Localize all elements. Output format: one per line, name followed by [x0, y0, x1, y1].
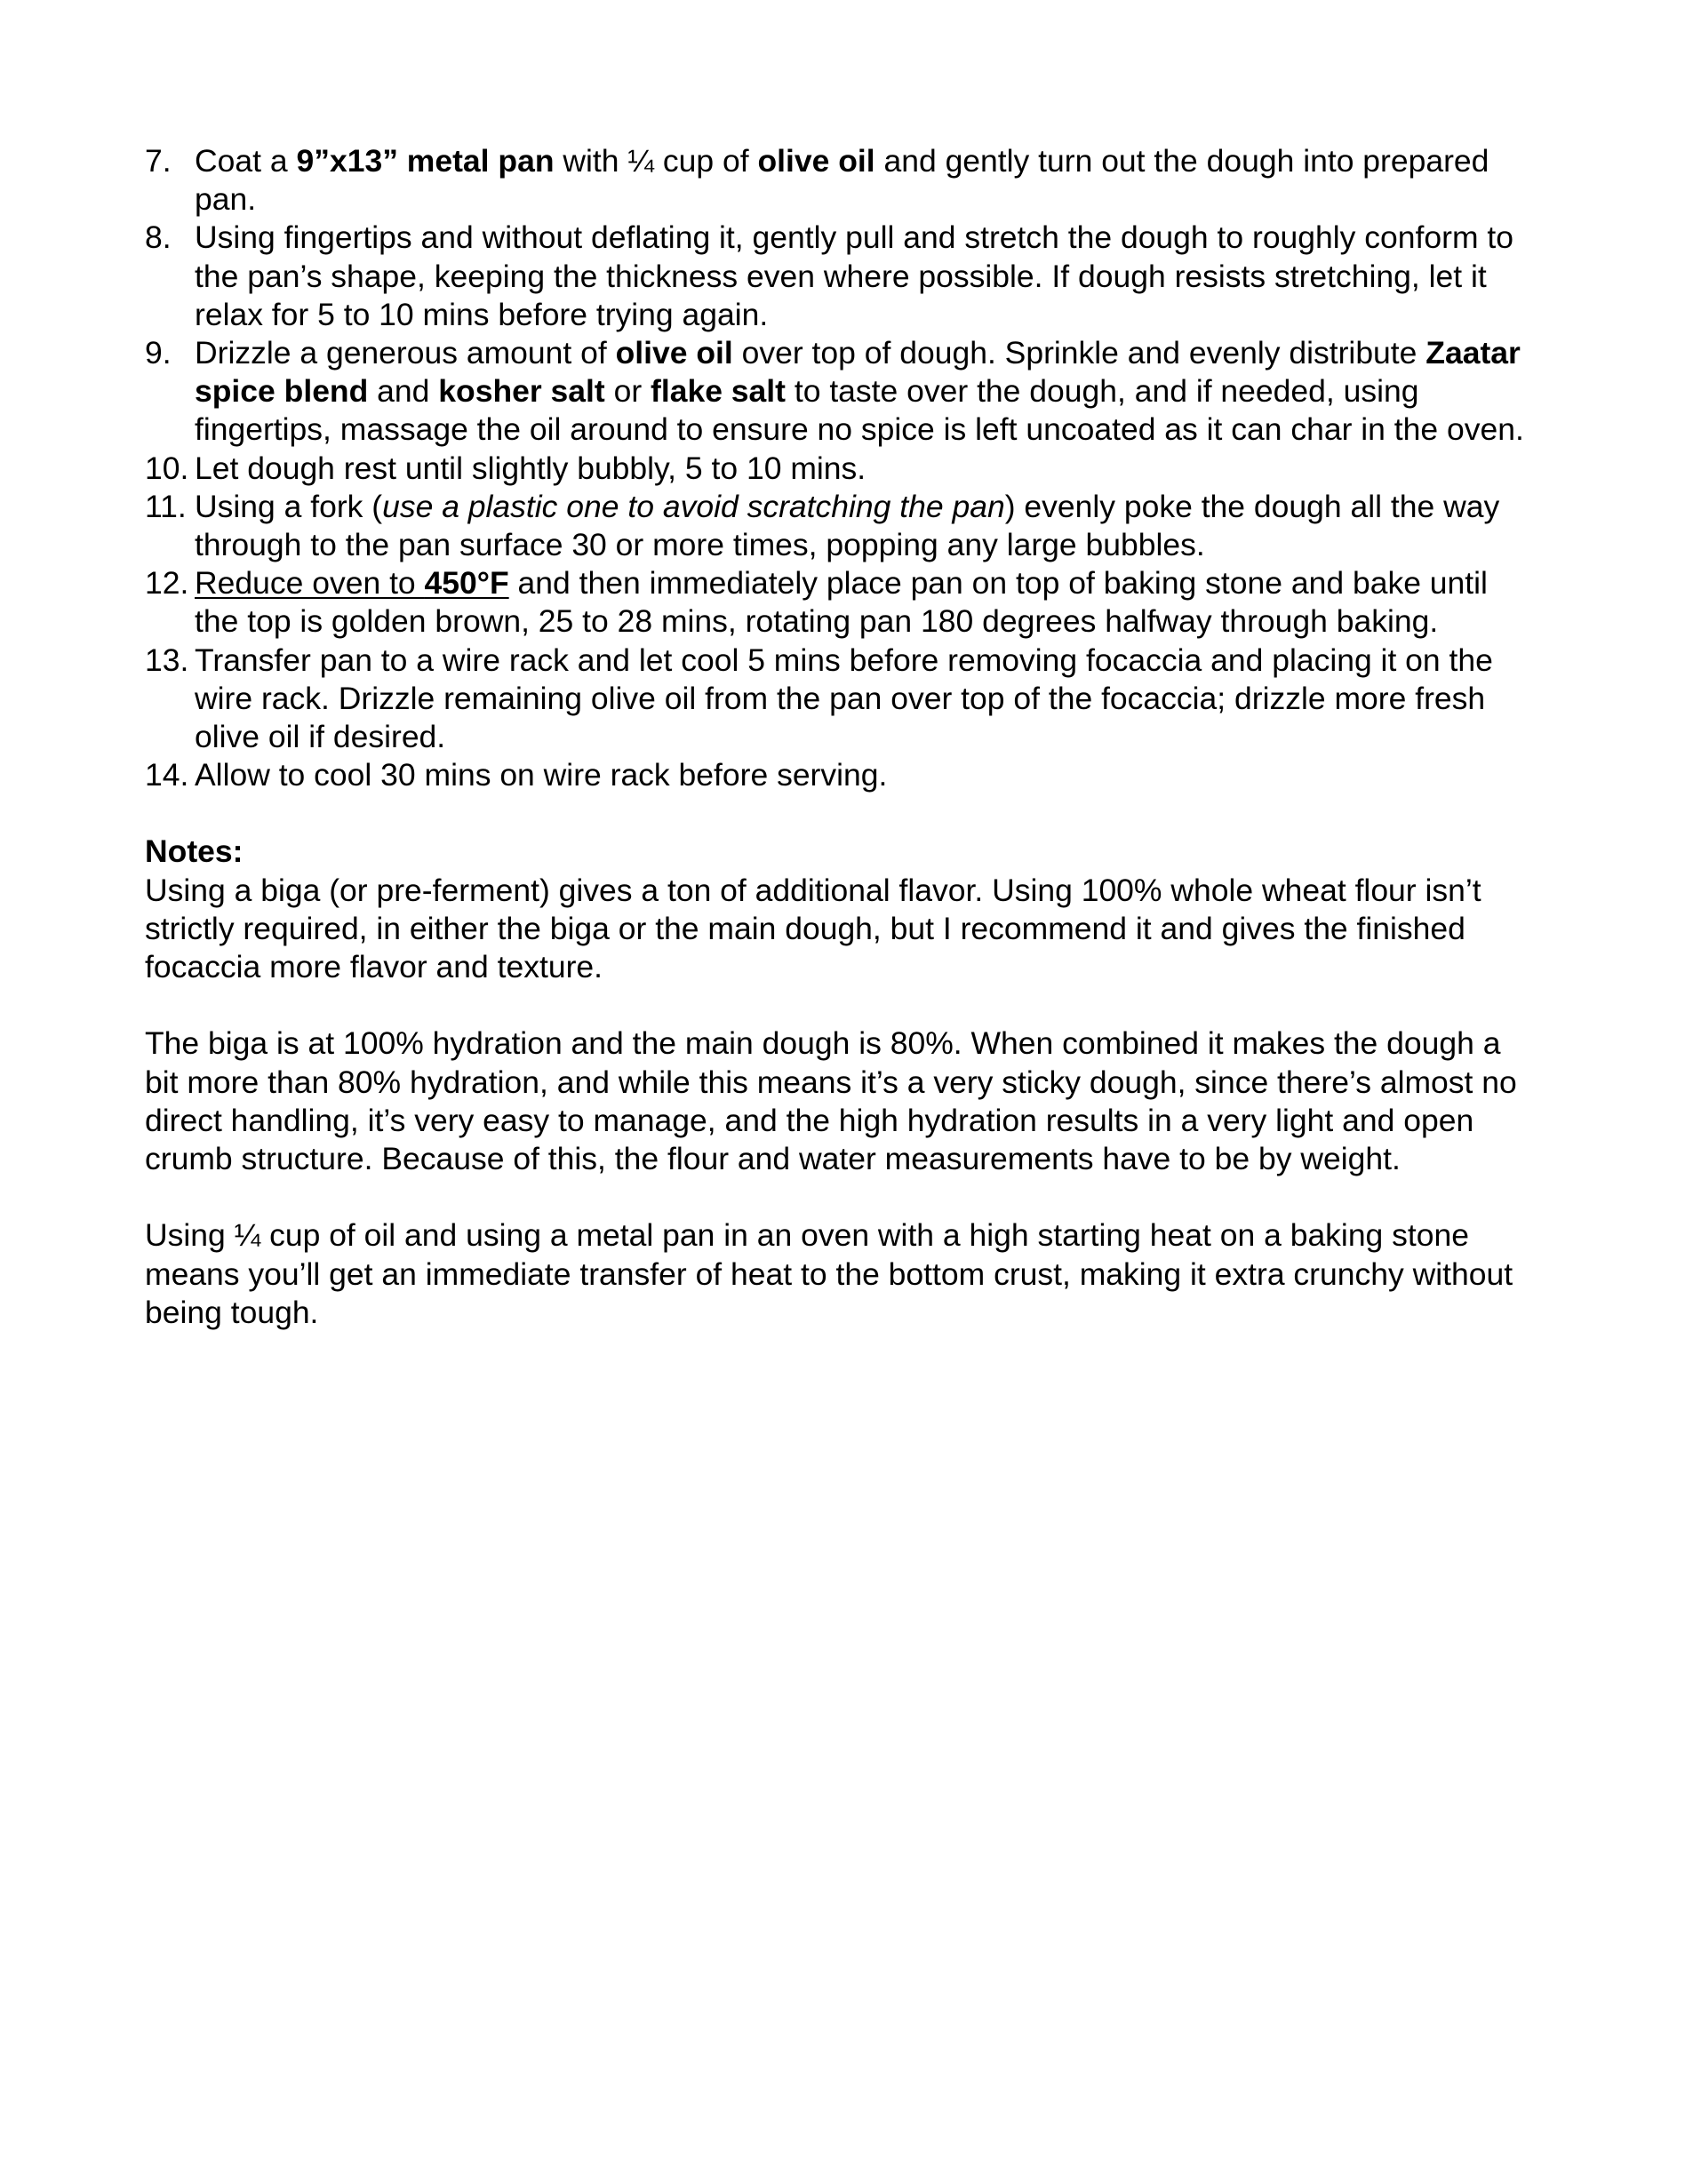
step-text — [195, 757, 887, 793]
notes-paragraph: Using ¼ cup of oil and using a metal pan in an oven with a high starting heat on a baking stone means you’ll get an immediate transfer of heat to the bottom crust, making it extra crunchy without being tough. — [145, 1217, 1513, 1330]
step-text-segment: Transfer pan to a wire rack and let cool 5 mins before removing focaccia and placing it on the wire rack. Drizzle remaining olive oil from the pan over top of the focaccia; drizzle more fresh olive oil if desired. — [195, 642, 1493, 755]
step-item — [145, 564, 1540, 641]
step-number: 14. — [145, 757, 189, 793]
step-item — [145, 450, 1540, 488]
step-number: 11. — [145, 488, 187, 524]
step-text-segment: olive oil — [757, 143, 875, 179]
step-text-segment: over top of dough. Sprinkle and evenly distribute — [732, 335, 1426, 371]
step-text-segment: use a plastic one to avoid scratching the pan — [382, 488, 1005, 524]
step-text-segment: Allow to cool 30 mins on wire rack before serving. — [195, 757, 888, 793]
step-item — [145, 756, 1540, 794]
step-number: 12. — [145, 565, 189, 602]
step-text — [195, 450, 866, 486]
step-text-segment: Let dough rest until slightly bubbly, 5 to 10 mins. — [195, 450, 866, 486]
step-text-segment: and then immediately place pan on top of baking stone and bake until the top is golden brown, 25 to 28 mins, rotating pan 180 degrees halfway through baking. — [195, 565, 1488, 640]
step-text-segment: Coat a — [195, 143, 297, 179]
step-number: 8. — [145, 219, 172, 256]
step-item — [145, 642, 1540, 757]
step-text-segment: ) evenly poke the dough all the way through to the pan surface 30 or more times, popping any large bubbles. — [195, 488, 1500, 563]
step-number: 9. — [145, 335, 172, 371]
step-text — [195, 335, 1524, 447]
step-item — [145, 142, 1540, 219]
step-text — [195, 489, 1499, 562]
step-text-segment: 450°F — [424, 565, 509, 602]
step-text-segment: or — [604, 373, 651, 410]
step-number: 10. — [145, 450, 189, 486]
step-text-segment: kosher salt — [438, 373, 605, 410]
step-text — [195, 143, 1489, 217]
step-text-segment: to taste over the dough, and if needed, using fingertips, massage the oil around to ensure no spice is left uncoated as it can char in the oven. — [195, 373, 1524, 448]
step-number: 13. — [145, 642, 189, 678]
step-text-segment: Using fingertips and without deflating it, gently pull and stretch the dough to roughly conform to the pan’s shape, keeping the thickness even where possible. If dough resists stretching, let it relax for 5 to 10 mins before trying again. — [195, 219, 1513, 332]
step-text-segment: flake salt — [651, 373, 786, 410]
step-item — [145, 219, 1540, 334]
step-text — [195, 565, 1488, 639]
step-text-segment: olive oil — [615, 335, 733, 371]
step-text-segment: Using a fork ( — [195, 488, 383, 524]
step-item — [145, 334, 1540, 450]
step-text-segment: and gently turn out the dough into prepared pan. — [195, 143, 1489, 218]
step-item — [145, 488, 1540, 564]
notes-section — [145, 833, 1540, 1332]
notes-paragraph: Using a biga (or pre-ferment) gives a ton of additional flavor. Using 100% whole wheat flour isn’t strictly required, in either the biga or the main dough, but I recommend it and gives the finished focaccia more flavor and texture. — [145, 872, 1481, 985]
step-text-segment: with ¼ cup of — [554, 143, 758, 179]
step-number: 7. — [145, 143, 172, 179]
step-text-segment: Zaatar spice blend — [195, 335, 1521, 410]
step-text — [195, 219, 1513, 331]
step-text-segment: Reduce oven to — [195, 565, 425, 602]
notes-heading: Notes: — [145, 833, 244, 870]
step-text — [195, 642, 1493, 754]
document-page — [145, 142, 1540, 1370]
step-text-segment: Drizzle a generous amount of — [195, 335, 616, 371]
notes-paragraph: The biga is at 100% hydration and the main dough is 80%. When combined it makes the dough a bit more than 80% hydration, and while this means it’s a very sticky dough, since there’s almost no direct handling, it’s very easy to manage, and the high hydration results in a very light and open crumb structure. Because of this, the flour and water measurements have to be by weight. — [145, 1025, 1517, 1177]
step-text-segment: 9”x13” metal pan — [296, 143, 555, 179]
instruction-steps-list — [145, 142, 1540, 794]
step-text-segment: and — [368, 373, 439, 410]
